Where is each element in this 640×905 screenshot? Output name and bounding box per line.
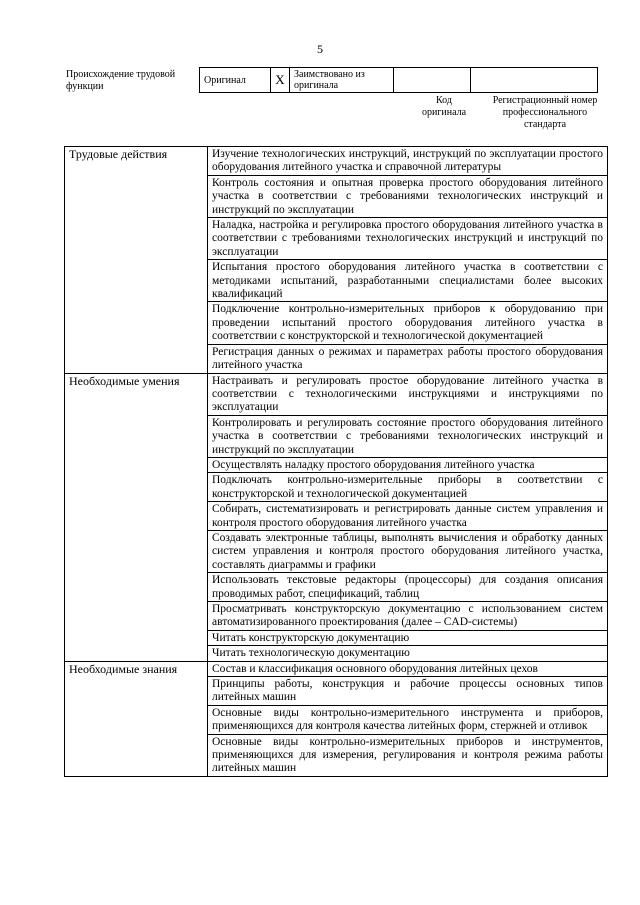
section-item: Собирать, систематизировать и регистрировать данные систем управления и контроля простого оборудования литейного участка — [208, 502, 608, 531]
section-item: Использовать текстовые редакторы (процессоры) для создания описания проводимых работ, спецификаций, таблиц — [208, 573, 608, 602]
section-item: Основные виды контрольно-измерительного инструмента и приборов, применяющихся для контроля качества литейных форм, стержней и отливок — [208, 705, 608, 734]
origin-code-label: Код оригинала — [421, 95, 467, 118]
section-title: Трудовые действия — [65, 147, 208, 374]
section-item: Регистрация данных о режимах и параметрах работы простого оборудования литейного участка — [208, 344, 608, 373]
origin-original-cell: Оригинал — [200, 68, 271, 93]
section-item: Читать конструкторскую документацию — [208, 630, 608, 645]
section-item: Подключать контрольно-измерительные приборы в соответствии с конструкторской и технологической документацией — [208, 473, 608, 502]
origin-borrowed-cell: Заимствовано из оригинала — [290, 68, 394, 93]
origin-mark-cell: X — [271, 68, 290, 93]
table-row — [65, 373, 608, 415]
section-item: Подключение контрольно-измерительных приборов к оборудованию при проведении испытаний простого оборудования литейного участка в соответствии с конструкторской и технологической документацией — [208, 302, 608, 344]
section-item: Состав и классификация основного оборудования литейных цехов — [208, 661, 608, 676]
section-item: Наладка, настройка и регулировка простого оборудования литейного участка в соответствии с требованиями технологических инструкций и инструкций по эксплуатации — [208, 218, 608, 260]
section-title: Необходимые знания — [65, 661, 208, 776]
origin-table — [199, 67, 598, 93]
table-row — [65, 147, 608, 176]
section-title: Необходимые умения — [65, 373, 208, 661]
section-item: Читать технологическую документацию — [208, 646, 608, 661]
origin-code-cell — [394, 68, 471, 93]
section-item: Принципы работы, конструкция и рабочие процессы основных типов литейных машин — [208, 677, 608, 706]
section-item: Контроль состояния и опытная проверка простого оборудования литейного участка в соответствии с требованиями технологических инструкций и инструкций по эксплуатации — [208, 175, 608, 217]
table-row — [65, 661, 608, 676]
origin-label: Происхождение трудовой функции — [66, 69, 176, 92]
section-item: Контролировать и регулировать состояние простого оборудования литейного участка в соответствии с требованиями технологических инструкций и инструкций по эксплуатации — [208, 415, 608, 457]
page-number: 5 — [317, 42, 323, 56]
function-table — [64, 146, 608, 777]
origin-reg-number-label: Регистрационный номер профессионального стандарта — [492, 95, 598, 130]
section-item: Основные виды контрольно-измерительных приборов и инструментов, применяющихся для измерения, регулирования и контроля режима работы литейных машин — [208, 734, 608, 776]
section-item: Создавать электронные таблицы, выполнять вычисления и обработку данных систем управления и контроля простого оборудования литейного участка, составлять диаграммы и графики — [208, 530, 608, 572]
section-item: Настраивать и регулировать простое оборудование литейного участка в соответствии с технологическими инструкциями и инструкциями по эксплуатации — [208, 373, 608, 415]
section-item: Изучение технологических инструкций, инструкций по эксплуатации простого оборудования литейного участка и справочной литературы — [208, 147, 608, 176]
section-item: Осуществлять наладку простого оборудования литейного участка — [208, 457, 608, 472]
section-item: Испытания простого оборудования литейного участка в соответствии с методиками испытаний, разработанными специалистами более высоких квалификаций — [208, 260, 608, 302]
origin-reg-number-cell — [471, 68, 598, 93]
section-item: Просматривать конструкторскую документацию с использованием систем автоматизированного проектирования (далее – CAD-системы) — [208, 602, 608, 631]
